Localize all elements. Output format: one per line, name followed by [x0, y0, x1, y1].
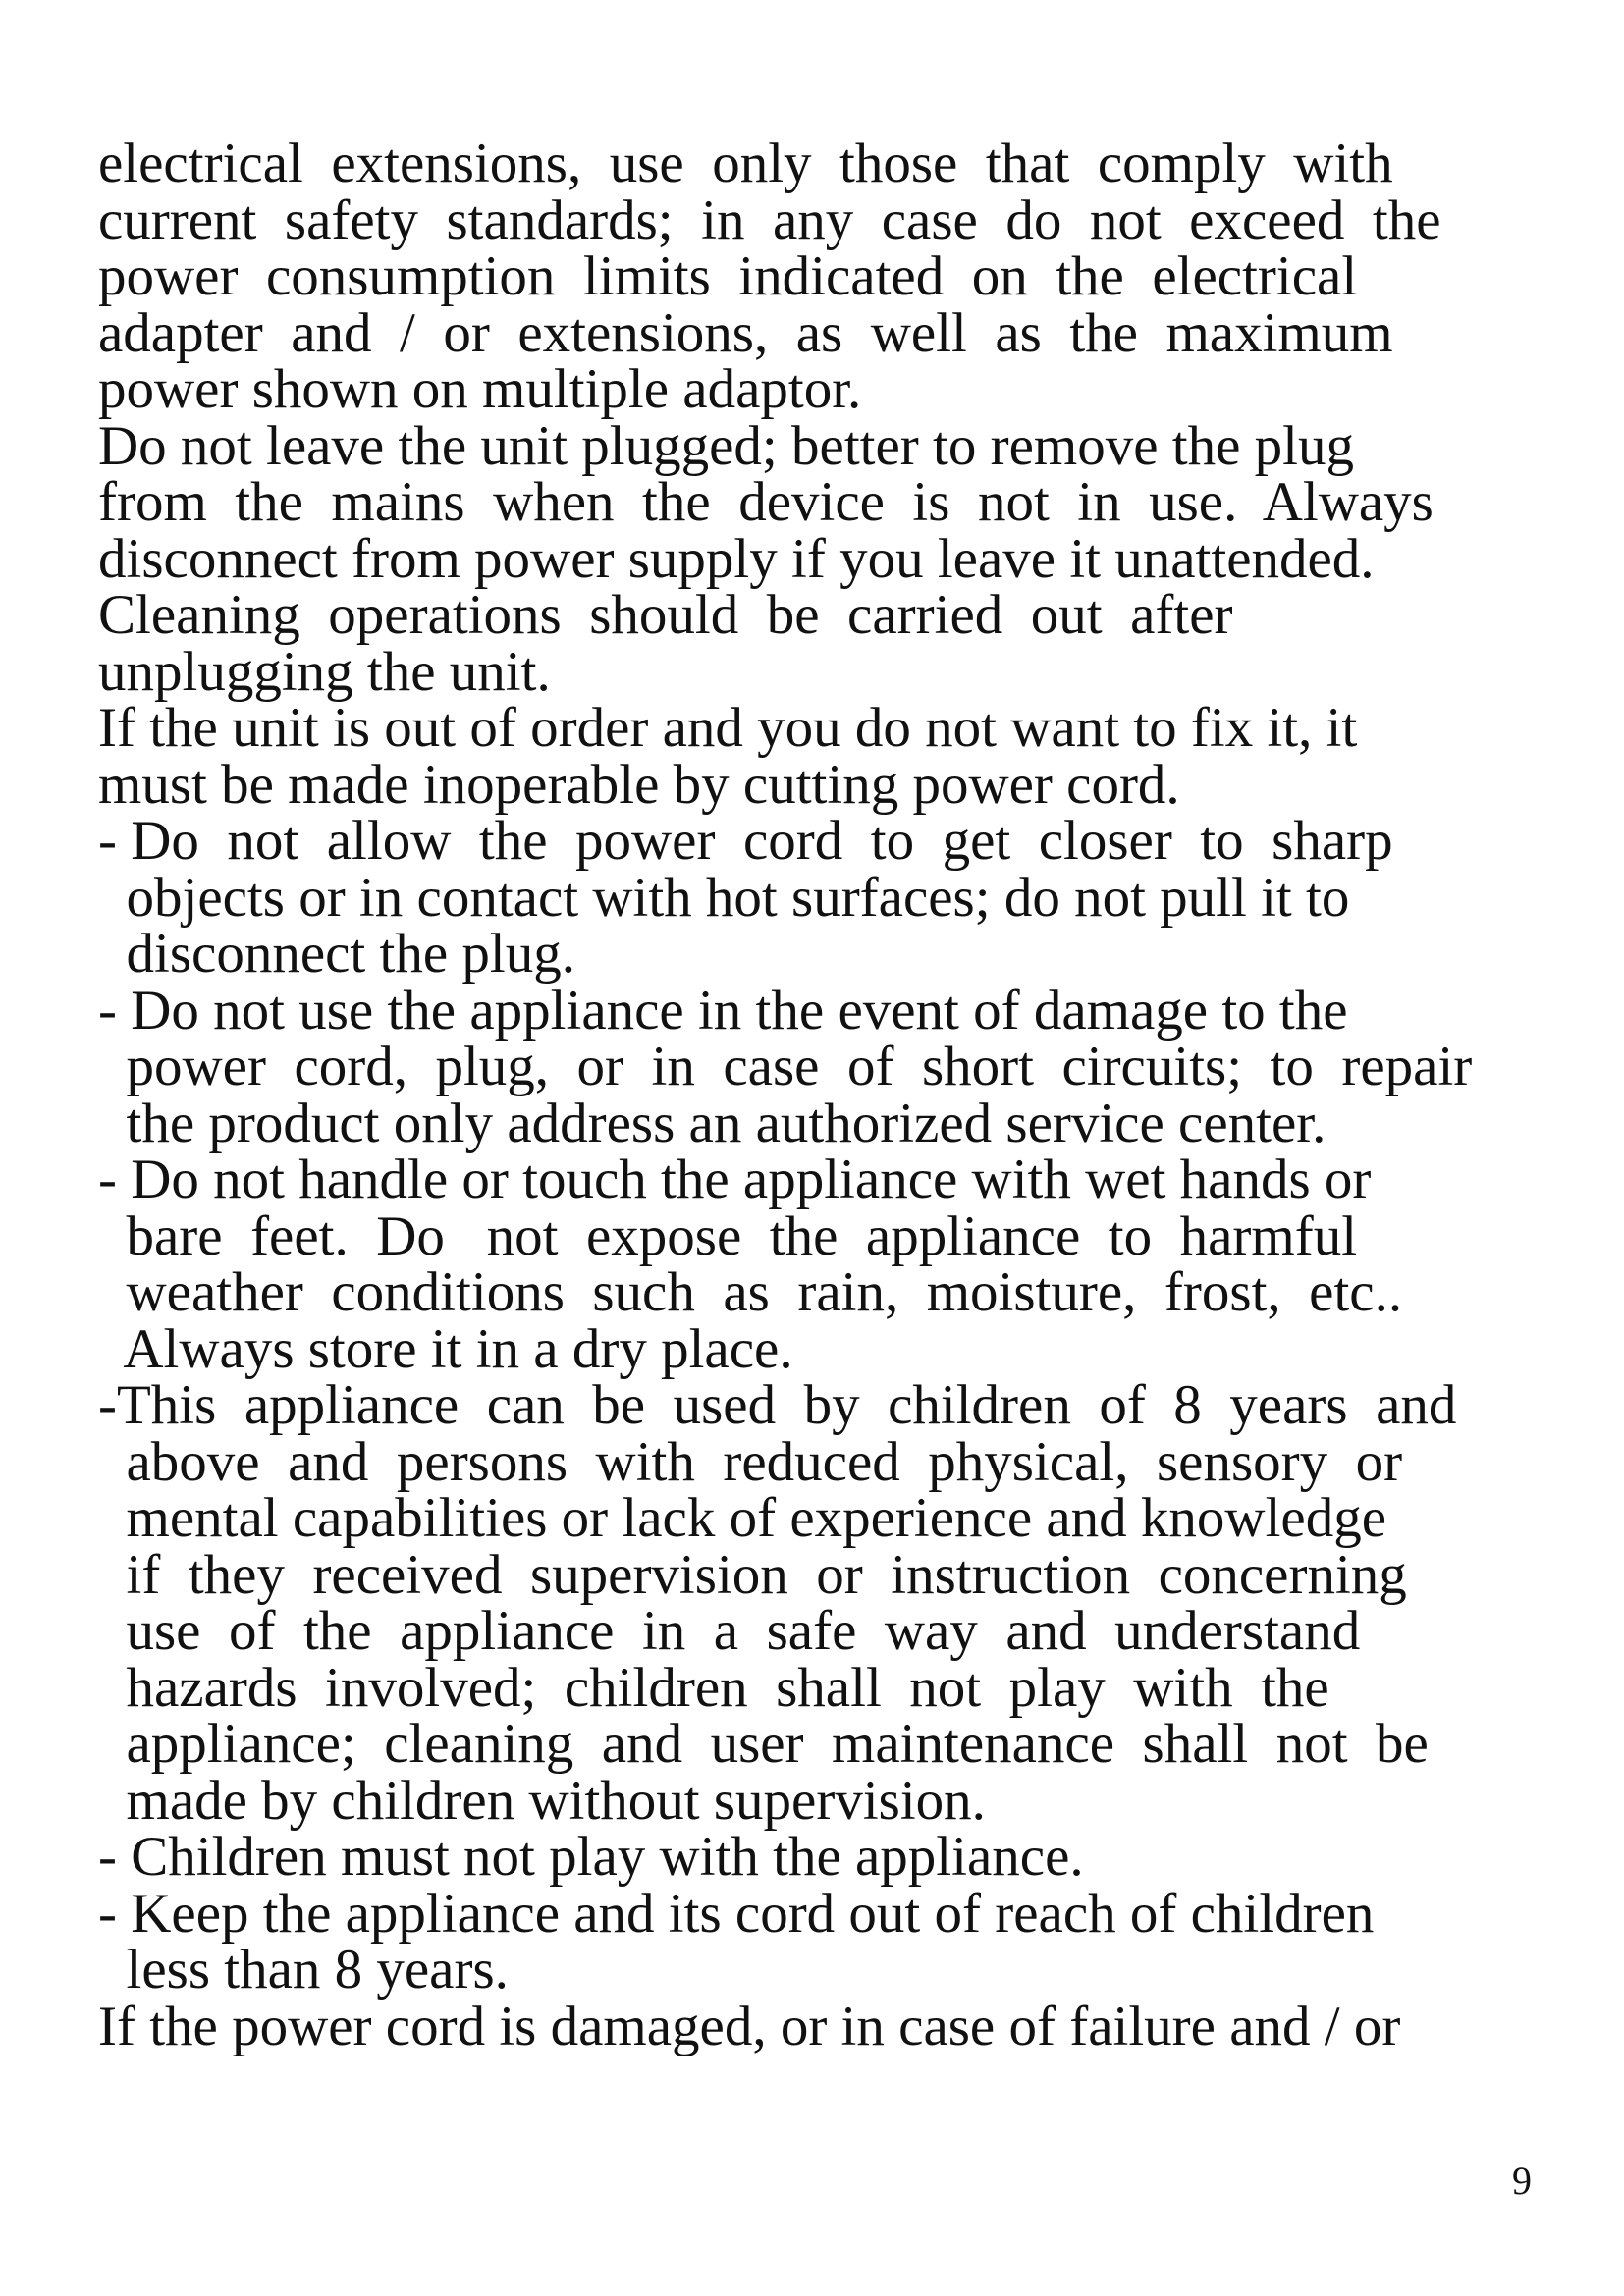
text-line: power consumption limits indicated on the electrical — [98, 245, 1358, 307]
text-line: electrical extensions, use only those that comply with — [98, 133, 1393, 194]
bullet-continuation-line: mental capabilities or lack of experience and knowledge — [98, 1487, 1387, 1549]
bullet-continuation-line: the product only address an authorized service center. — [98, 1092, 1326, 1154]
bullet-line: - Do not allow the power cord to get closer to sharp — [98, 810, 1393, 872]
bullet-line: - Children must not play with the appliance. — [98, 1826, 1084, 1888]
bullet-continuation-line: appliance; cleaning and user maintenance shall not be — [98, 1713, 1429, 1775]
text-line: If the unit is out of order and you do not want to fix it, it — [98, 697, 1358, 759]
bullet-continuation-line: hazards involved; children shall not play with the — [98, 1656, 1329, 1719]
page-number: 9 — [1512, 2159, 1532, 2203]
bullet-continuation-line: weather conditions such as rain, moisture, frost, etc.. — [98, 1261, 1403, 1323]
text-line: must be made inoperable by cutting power cord. — [98, 753, 1180, 816]
bullet-continuation-line: disconnect the plug. — [98, 923, 575, 985]
text-line: Cleaning operations should be carried out after — [98, 584, 1233, 646]
bullet-continuation-line: if they received supervision or instruction concerning — [98, 1543, 1407, 1606]
text-line: disconnect from power supply if you leave it unattended. — [98, 527, 1375, 590]
bullet-continuation-line: above and persons with reduced physical, sensory or — [98, 1430, 1403, 1493]
bullet-continuation-line: Always store it in a dry place. — [98, 1317, 793, 1380]
bullet-continuation-line: made by children without supervision. — [98, 1769, 986, 1832]
bullet-line: - Do not handle or touch the appliance with wet hands or — [98, 1148, 1372, 1210]
text-line: current safety standards; in any case do not exceed the — [98, 188, 1441, 251]
bullet-continuation-line: objects or in contact with hot surfaces; do not pull it to — [98, 866, 1350, 929]
bullet-continuation-line: bare feet. Do not expose the appliance to harmful — [98, 1204, 1358, 1267]
text-line: adapter and / or extensions, as well as the maximum — [98, 301, 1393, 364]
bullet-line: -This appliance can be used by children of 8 years and — [98, 1374, 1457, 1436]
text-line: power shown on multiple adaptor. — [98, 358, 862, 420]
bullet-line: - Keep the appliance and its cord out of reach of children — [98, 1882, 1375, 1945]
text-line: unplugging the unit. — [98, 640, 551, 703]
bullet-continuation-line: less than 8 years. — [98, 1939, 509, 2001]
text-line: If the power cord is damaged, or in case of failure and / or — [98, 1995, 1401, 2057]
text-line: Do not leave the unit plugged; better to remove the plug — [98, 414, 1354, 477]
bullet-continuation-line: use of the appliance in a safe way and understand — [98, 1600, 1361, 1662]
text-line: from the mains when the device is not in use. Always — [98, 471, 1434, 533]
bullet-line: - Do not use the appliance in the event of damage to the — [98, 979, 1348, 1041]
safety-instructions-text — [98, 135, 1561, 2055]
bullet-continuation-line: power cord, plug, or in case of short circuits; to repair — [98, 1036, 1473, 1097]
